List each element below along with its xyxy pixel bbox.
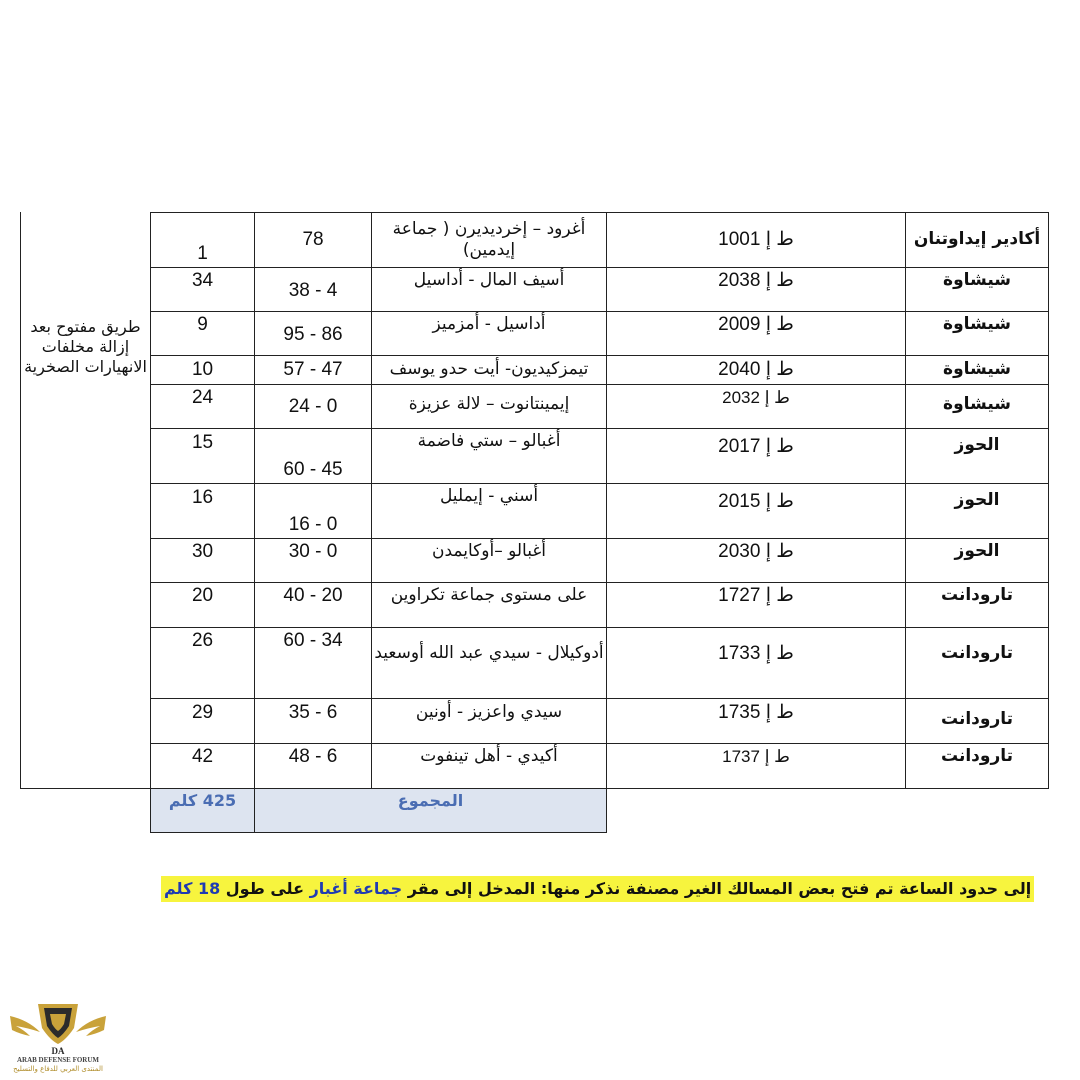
region-cell: تارودانت [940, 746, 1014, 767]
col-divider [606, 212, 607, 833]
arab-defense-forum-logo [6, 998, 110, 1078]
length-cell: 30 [191, 541, 214, 563]
length-cell: 29 [191, 702, 214, 724]
pk-cell: 0 - 30 [288, 541, 338, 563]
road-cell: ط إ 2038 [718, 270, 794, 292]
eagle-shield-icon [6, 998, 110, 1056]
region-cell: الحوز [954, 435, 1000, 456]
road-cell: ط إ 1001 [718, 229, 794, 251]
logo-name: ARAB DEFENSE FORUM [16, 1056, 100, 1064]
col-divider [150, 212, 151, 833]
section-cell: على مستوى جماعة تكراوين [390, 585, 588, 606]
region-cell: شيشاوة [943, 270, 1011, 291]
road-cell: ط إ 2015 [718, 491, 794, 513]
road-cell: ط إ 1733 [718, 643, 794, 665]
total-row-border [150, 832, 607, 833]
road-cell: ط إ 1735 [718, 702, 794, 724]
pk-cell: 47 - 57 [283, 359, 343, 381]
pk-cell: 86 - 95 [283, 324, 343, 346]
section-cell: أغبالو – ستي فاضمة [417, 431, 561, 452]
road-cell: ط إ 2017 [718, 436, 794, 458]
note-commune: جماعة أغبار [309, 879, 403, 898]
road-cell: ط إ 2040 [718, 359, 794, 381]
region-cell: الحوز [954, 490, 1000, 511]
table-border-right [1048, 212, 1049, 789]
length-cell: 1 [197, 242, 208, 264]
section-cell: سيدي واعزيز - أونين [415, 702, 563, 723]
pk-cell: 6 - 35 [288, 702, 338, 724]
total-value: 425 كلم [168, 791, 237, 810]
length-cell: 34 [191, 270, 214, 292]
pk-cell: 78 [302, 229, 324, 251]
pk-cell: 34 - 60 [283, 630, 343, 652]
length-cell: 9 [197, 314, 208, 336]
table-border-left [20, 212, 21, 789]
section-cell: أسيف المال - أداسيل [413, 270, 565, 291]
pk-cell: 0 - 24 [288, 396, 338, 418]
section-cell: أدوكيلال - سيدي عبد الله أوسعيد [374, 643, 604, 664]
length-cell: 42 [191, 746, 214, 768]
row-divider [150, 384, 1049, 385]
section-cell: تيمزكيديون- أيت حدو يوسف [389, 359, 589, 380]
svg-text:DA: DA [51, 1046, 65, 1056]
region-cell: تارودانت [940, 585, 1014, 606]
pk-cell: 0 - 16 [288, 513, 338, 535]
region-cell: أكادير إيداوتنان [913, 229, 1041, 250]
section-cell: إيمينتانوت – لالة عزيزة [408, 394, 570, 415]
pk-cell: 20 - 40 [283, 585, 343, 607]
pk-cell: 6 - 48 [288, 746, 338, 768]
region-cell: الحوز [954, 541, 1000, 562]
road-cell: ط إ 2032 [722, 388, 790, 408]
section-cell: أغبالو –أوكايمدن [432, 541, 546, 562]
highlighted-note [161, 876, 1034, 902]
length-cell: 20 [191, 585, 214, 607]
region-cell: تارودانت [940, 709, 1014, 730]
length-cell: 24 [191, 387, 214, 409]
total-label: المجموع [397, 791, 464, 810]
length-cell: 16 [191, 487, 214, 509]
length-cell: 15 [191, 432, 214, 454]
logo-arabic-name: المنتدى العربي للدفاع والتسليح [13, 1065, 103, 1073]
region-cell: تارودانت [940, 643, 1014, 664]
region-cell: شيشاوة [943, 314, 1011, 335]
note-text-2: على طول [220, 879, 310, 898]
remark-cell: طريق مفتوح بعد إزالة مخلفات الانهيارات الصخرية [24, 317, 147, 376]
length-cell: 26 [191, 630, 214, 652]
road-cell: ط إ 1727 [718, 585, 794, 607]
section-cell: أغرود – إخرديديرن ( جماعة إيدمين) [392, 218, 586, 260]
section-cell: أكيدي - أهل تينفوت [420, 746, 558, 767]
section-cell: أسني - إيمليل [439, 486, 539, 507]
region-cell: شيشاوة [943, 359, 1011, 380]
road-cell: ط إ 2030 [718, 541, 794, 563]
pk-cell: 4 - 38 [288, 280, 338, 302]
pk-cell: 45 - 60 [283, 458, 343, 480]
road-cell: ط إ 2009 [718, 314, 794, 336]
road-cell: ط إ 1737 [722, 747, 790, 767]
length-cell: 10 [191, 359, 214, 381]
note-length: 18 كلم [164, 879, 221, 898]
section-cell: أداسيل - أمزميز [432, 314, 546, 335]
region-cell: شيشاوة [943, 394, 1011, 415]
note-text-1: إلى حدود الساعة تم فتح بعض المسالك الغير مصنفة نذكر منها: المدخل إلى مقر [402, 879, 1032, 898]
